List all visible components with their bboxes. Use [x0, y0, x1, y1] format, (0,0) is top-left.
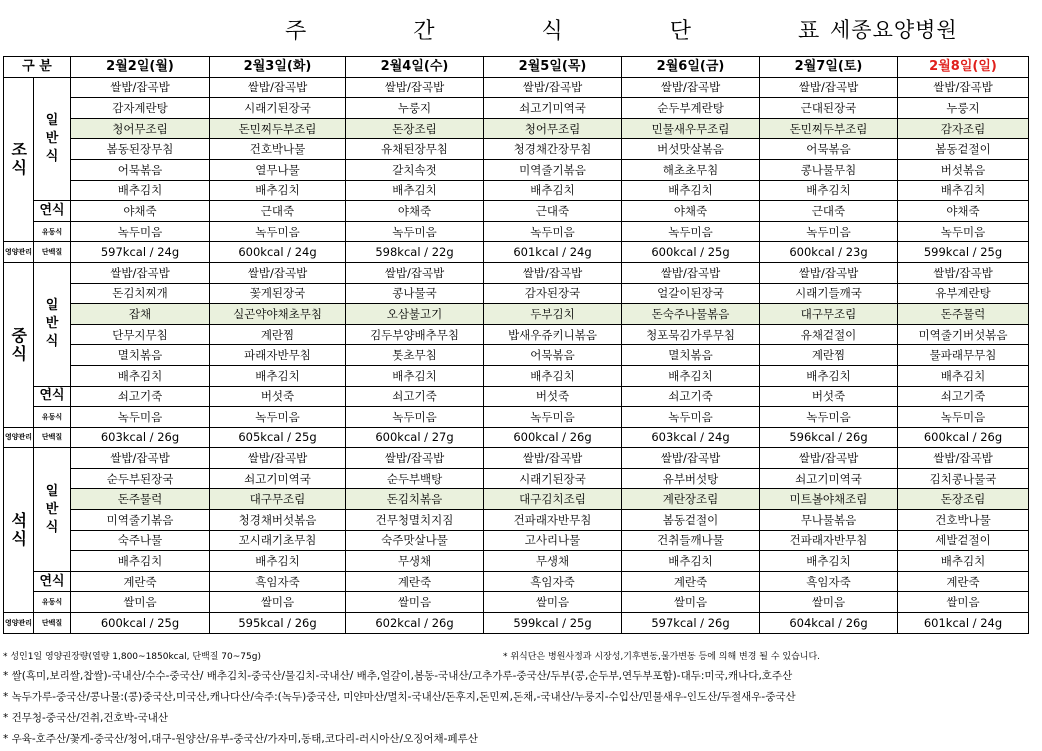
menu-item: 유채겉절이	[760, 324, 898, 345]
menu-item: 흑임자죽	[210, 571, 346, 592]
menu-item: 근대죽	[760, 201, 898, 222]
soft-diet-label: 연식	[34, 571, 71, 592]
calorie-value: 599kcal / 25g	[484, 613, 622, 634]
lunch-general-row	[4, 262, 1029, 283]
menu-item: 순두부백탕	[346, 468, 484, 489]
menu-item: 배추김치	[210, 180, 346, 201]
menu-item: 실곤약야채초무침	[210, 304, 346, 325]
menu-item: 쌀밥/잡곡밥	[622, 448, 760, 469]
dinner-general-row	[4, 489, 1029, 510]
menu-item: 건취들깨나물	[622, 530, 760, 551]
menu-item: 녹두미음	[484, 407, 622, 428]
menu-item: 잡채	[71, 304, 210, 325]
menu-item: 콩나물국	[346, 283, 484, 304]
menu-item: 버섯죽	[484, 386, 622, 407]
menu-item: 근대된장국	[760, 98, 898, 119]
header-row	[4, 57, 1029, 78]
menu-item: 돈민찌두부조림	[760, 118, 898, 139]
origin-note-3: * 건무청-중국산/건취,건호박-국내산	[3, 712, 169, 724]
menu-item: 쌀밥/잡곡밥	[622, 262, 760, 283]
menu-item: 배추김치	[898, 180, 1029, 201]
menu-item: 청어무조림	[484, 118, 622, 139]
calorie-value: 599kcal / 25g	[898, 242, 1029, 263]
menu-item: 쌀밥/잡곡밥	[484, 448, 622, 469]
menu-item: 계란장조림	[622, 489, 760, 510]
hospital-name: 세종요양병원	[830, 18, 958, 42]
lunch-liquid-row	[4, 407, 1029, 428]
menu-item: 녹두미음	[210, 407, 346, 428]
menu-item: 멸치볶음	[622, 345, 760, 366]
nutrition-label-b: 단백질	[34, 427, 71, 448]
nutrition-label-a: 영양관리	[4, 613, 34, 634]
menu-item: 녹두미음	[210, 221, 346, 242]
dinner-general-row	[4, 551, 1029, 572]
menu-item: 쌀미음	[898, 592, 1029, 613]
menu-item: 배추김치	[210, 551, 346, 572]
breakfast-soft-row	[4, 201, 1029, 222]
calorie-value: 600kcal / 25g	[622, 242, 760, 263]
day-header: 2월3일(화)	[210, 57, 346, 78]
menu-item: 돈민찌두부조림	[210, 118, 346, 139]
menu-item: 녹두미음	[760, 221, 898, 242]
menu-item: 쇠고기미역국	[210, 468, 346, 489]
menu-item: 쇠고기죽	[898, 386, 1029, 407]
menu-item: 쌀밥/잡곡밥	[760, 262, 898, 283]
lunch-label	[4, 262, 34, 427]
calorie-value: 603kcal / 26g	[71, 427, 210, 448]
menu-item: 건호박나물	[210, 139, 346, 160]
breakfast-liquid-row	[4, 221, 1029, 242]
calorie-value: 604kcal / 26g	[760, 613, 898, 634]
menu-item: 배추김치	[622, 180, 760, 201]
menu-item: 쌀밥/잡곡밥	[898, 448, 1029, 469]
menu-item: 감자된장국	[484, 283, 622, 304]
menu-item: 유부계란탕	[898, 283, 1029, 304]
lunch-general-row	[4, 304, 1029, 325]
calorie-value: 601kcal / 24g	[484, 242, 622, 263]
menu-item: 녹두미음	[622, 407, 760, 428]
liquid-diet-label: 유동식	[34, 407, 71, 428]
menu-item: 근대죽	[484, 201, 622, 222]
general-diet-text: 일반식	[45, 483, 59, 535]
day-header: 2월7일(토)	[760, 57, 898, 78]
general-diet-text: 일반식	[45, 298, 59, 350]
calorie-value: 598kcal / 22g	[346, 242, 484, 263]
calorie-value: 597kcal / 24g	[71, 242, 210, 263]
menu-item: 쌀미음	[210, 592, 346, 613]
menu-item: 쌀밥/잡곡밥	[346, 448, 484, 469]
menu-item: 배추김치	[346, 180, 484, 201]
menu-item: 쌀미음	[484, 592, 622, 613]
day-header: 2월5일(목)	[484, 57, 622, 78]
menu-item: 청경채간장무침	[484, 139, 622, 160]
menu-item: 야채죽	[898, 201, 1029, 222]
menu-item: 쌀미음	[622, 592, 760, 613]
lunch-general-row	[4, 324, 1029, 345]
menu-item: 돈장조림	[346, 118, 484, 139]
general-diet-label	[34, 262, 71, 386]
menu-item: 돈주물럭	[898, 304, 1029, 325]
menu-item: 대구무조림	[210, 489, 346, 510]
menu-item: 김치콩나물국	[898, 468, 1029, 489]
menu-item: 쇠고기죽	[71, 386, 210, 407]
menu-item: 무나물볶음	[760, 510, 898, 531]
menu-item: 돈김치찌개	[71, 283, 210, 304]
menu-item: 시래기된장국	[210, 98, 346, 119]
change-note: * 위식단은 병원사정과 시장성,기후변동,물가변동 등에 의해 변경 될 수 있습니다.	[503, 652, 821, 662]
menu-item: 녹두미음	[484, 221, 622, 242]
menu-item: 쌀밥/잡곡밥	[71, 77, 210, 98]
menu-item: 숙주맛살나물	[346, 530, 484, 551]
menu-item: 순두부계란탕	[622, 98, 760, 119]
menu-item: 두부김치	[484, 304, 622, 325]
origin-note-4: * 우육-호주산/꽃게-중국산/청어,대구-원양산/유부-중국산/가자미,동태,코다리-러시아산/오징어채-페루산	[3, 733, 478, 745]
menu-item: 대구김치조림	[484, 489, 622, 510]
breakfast-general-row	[4, 77, 1029, 98]
menu-item: 버섯맛살볶음	[622, 139, 760, 160]
menu-item: 꽃게된장국	[210, 283, 346, 304]
day-header: 2월2일(월)	[71, 57, 210, 78]
menu-item: 민물새우무조림	[622, 118, 760, 139]
menu-item: 녹두미음	[898, 221, 1029, 242]
menu-item: 파래자반무침	[210, 345, 346, 366]
menu-item: 어묵볶음	[760, 139, 898, 160]
menu-item: 쇠고기미역국	[484, 98, 622, 119]
menu-item: 쇠고기죽	[622, 386, 760, 407]
breakfast-nutrition-row	[4, 242, 1029, 263]
lunch-nutrition-row	[4, 427, 1029, 448]
menu-item: 쌀밥/잡곡밥	[898, 77, 1029, 98]
menu-item: 쌀미음	[760, 592, 898, 613]
menu-item: 숙주나물	[71, 530, 210, 551]
menu-item: 쌀밥/잡곡밥	[210, 262, 346, 283]
header-label: 구 분	[4, 57, 71, 78]
soft-diet-label: 연식	[34, 201, 71, 222]
menu-item: 건파래자반무침	[760, 530, 898, 551]
breakfast-label-text: 조식	[11, 140, 27, 178]
calorie-value: 602kcal / 26g	[346, 613, 484, 634]
menu-item: 미역줄기볶음	[71, 510, 210, 531]
menu-item: 어묵볶음	[484, 345, 622, 366]
menu-item: 김두부양배추무침	[346, 324, 484, 345]
lunch-label-text: 중식	[11, 325, 27, 363]
dinner-general-row	[4, 510, 1029, 531]
menu-item: 누룽지	[898, 98, 1029, 119]
menu-item: 고사리나물	[484, 530, 622, 551]
menu-item: 계란찜	[760, 345, 898, 366]
menu-item: 얼갈이된장국	[622, 283, 760, 304]
lunch-general-row	[4, 283, 1029, 304]
breakfast-general-row	[4, 180, 1029, 201]
menu-item: 계란죽	[71, 571, 210, 592]
menu-item: 유채된장무침	[346, 139, 484, 160]
menu-item: 갈치속젓	[346, 159, 484, 180]
menu-item: 배추김치	[760, 551, 898, 572]
calorie-value: 600kcal / 23g	[760, 242, 898, 263]
general-diet-label	[34, 448, 71, 572]
menu-item: 누룽지	[346, 98, 484, 119]
calorie-value: 600kcal / 25g	[71, 613, 210, 634]
calorie-value: 603kcal / 24g	[622, 427, 760, 448]
day-header: 2월8일(일)	[898, 57, 1029, 78]
menu-item: 녹두미음	[898, 407, 1029, 428]
menu-item: 버섯죽	[210, 386, 346, 407]
menu-item: 감자조림	[898, 118, 1029, 139]
nutrition-label-a: 영양관리	[4, 242, 34, 263]
calorie-value: 600kcal / 26g	[898, 427, 1029, 448]
menu-item: 계란죽	[346, 571, 484, 592]
menu-item: 돈김치볶음	[346, 489, 484, 510]
calorie-value: 597kcal / 26g	[622, 613, 760, 634]
menu-item: 쌀밥/잡곡밥	[346, 262, 484, 283]
menu-item: 계란찜	[210, 324, 346, 345]
breakfast-general-row	[4, 159, 1029, 180]
menu-item: 건파래자반무침	[484, 510, 622, 531]
menu-item: 물파래무무침	[898, 345, 1029, 366]
menu-item: 건무청멸치지짐	[346, 510, 484, 531]
calorie-value: 600kcal / 24g	[210, 242, 346, 263]
dinner-label	[4, 448, 34, 613]
menu-item: 시래기들깨국	[760, 283, 898, 304]
menu-item: 청포묵김가루무침	[622, 324, 760, 345]
breakfast-general-row	[4, 98, 1029, 119]
notes-section	[3, 648, 1008, 750]
lunch-soft-row	[4, 386, 1029, 407]
soft-diet-label: 연식	[34, 386, 71, 407]
breakfast-general-row	[4, 118, 1029, 139]
menu-item: 청어무조림	[71, 118, 210, 139]
liquid-diet-label: 유동식	[34, 592, 71, 613]
title-bar	[0, 0, 1042, 56]
dinner-general-row	[4, 468, 1029, 489]
menu-item: 쇠고기죽	[346, 386, 484, 407]
menu-item: 흑임자죽	[760, 571, 898, 592]
menu-item: 근대죽	[210, 201, 346, 222]
page-title: 주 간 식 단 표	[285, 19, 870, 44]
menu-item: 유부버섯탕	[622, 468, 760, 489]
lunch-general-row	[4, 345, 1029, 366]
menu-item: 계란죽	[898, 571, 1029, 592]
menu-item: 미트볼야채조림	[760, 489, 898, 510]
menu-item: 배추김치	[898, 551, 1029, 572]
menu-item: 배추김치	[760, 365, 898, 386]
day-header: 2월6일(금)	[622, 57, 760, 78]
menu-item: 야채죽	[346, 201, 484, 222]
menu-item: 멸치볶음	[71, 345, 210, 366]
menu-item: 쌀미음	[71, 592, 210, 613]
menu-item: 시래기된장국	[484, 468, 622, 489]
menu-item: 돈숙주나물볶음	[622, 304, 760, 325]
calorie-value: 605kcal / 25g	[210, 427, 346, 448]
menu-item: 녹두미음	[346, 407, 484, 428]
menu-item: 흑임자죽	[484, 571, 622, 592]
menu-item: 감자계란탕	[71, 98, 210, 119]
menu-item: 봄동겉절이	[898, 139, 1029, 160]
calorie-value: 596kcal / 26g	[760, 427, 898, 448]
menu-item: 오삼불고기	[346, 304, 484, 325]
origin-note-1: * 쌀(흑미,보리쌀,찹쌀)-국내산/수수-중국산/ 배추김치-중국산/물김치-국내산/ 배추,얼갈이,봄동-국내산/고추가루-중국산/두부(콩,순두부,연두부포함)-대두:미국,캐나다,호주산	[3, 670, 793, 682]
dinner-nutrition-row	[4, 613, 1029, 634]
origin-note-2: * 녹두가루-중국산/콩나물:(콩)중국산,미국산,캐나다산/숙주:(녹두)중국산, 미얀마산/멸치-국내산/돈후지,돈민찌,돈채,-국내산/누룽지-수입산/민물새우-인도산/두절새우-중국산	[3, 691, 796, 703]
menu-item: 버섯볶음	[898, 159, 1029, 180]
menu-item: 배추김치	[71, 551, 210, 572]
dinner-general-row	[4, 530, 1029, 551]
notes-row-1	[3, 648, 1008, 666]
menu-item: 버섯죽	[760, 386, 898, 407]
calorie-value: 600kcal / 27g	[346, 427, 484, 448]
menu-item: 미역줄기버섯볶음	[898, 324, 1029, 345]
menu-item: 쌀미음	[346, 592, 484, 613]
menu-item: 배추김치	[71, 365, 210, 386]
menu-item: 무생채	[346, 551, 484, 572]
menu-item: 쌀밥/잡곡밥	[210, 77, 346, 98]
menu-item: 대구무조림	[760, 304, 898, 325]
weekly-menu-table	[3, 56, 1029, 634]
menu-item: 쇠고기미역국	[760, 468, 898, 489]
menu-item: 톳초무침	[346, 345, 484, 366]
menu-item: 쌀밥/잡곡밥	[760, 77, 898, 98]
menu-item: 순두부된장국	[71, 468, 210, 489]
menu-item: 쌀밥/잡곡밥	[210, 448, 346, 469]
dinner-soft-row	[4, 571, 1029, 592]
nutrition-label-a: 영양관리	[4, 427, 34, 448]
menu-item: 돈장조림	[898, 489, 1029, 510]
general-diet-label	[34, 77, 71, 201]
day-header: 2월4일(수)	[346, 57, 484, 78]
menu-item: 야채죽	[71, 201, 210, 222]
menu-item: 건호박나물	[898, 510, 1029, 531]
menu-item: 쌀밥/잡곡밥	[622, 77, 760, 98]
menu-item: 단무지무침	[71, 324, 210, 345]
calorie-value: 600kcal / 26g	[484, 427, 622, 448]
menu-item: 해초초무침	[622, 159, 760, 180]
menu-item: 청경채버섯볶음	[210, 510, 346, 531]
menu-item: 녹두미음	[622, 221, 760, 242]
nutrition-label-b: 단백질	[34, 242, 71, 263]
calorie-value: 595kcal / 26g	[210, 613, 346, 634]
general-diet-text: 일반식	[45, 112, 59, 164]
nutrition-label-b: 단백질	[34, 613, 71, 634]
menu-item: 봄동된장무침	[71, 139, 210, 160]
menu-item: 배추김치	[484, 365, 622, 386]
menu-item: 콩나물무침	[760, 159, 898, 180]
menu-item: 돈주물럭	[71, 489, 210, 510]
menu-item: 무생채	[484, 551, 622, 572]
menu-item: 미역줄기볶음	[484, 159, 622, 180]
menu-item: 녹두미음	[760, 407, 898, 428]
menu-item: 배추김치	[622, 551, 760, 572]
menu-item: 쌀밥/잡곡밥	[898, 262, 1029, 283]
breakfast-label	[4, 77, 34, 242]
menu-item: 쌀밥/잡곡밥	[71, 448, 210, 469]
menu-item: 계란죽	[622, 571, 760, 592]
menu-item: 쌀밥/잡곡밥	[346, 77, 484, 98]
menu-item: 봄동겉절이	[622, 510, 760, 531]
dinner-label-text: 석식	[11, 511, 27, 549]
lunch-general-row	[4, 365, 1029, 386]
dinner-general-row	[4, 448, 1029, 469]
menu-item: 쌀밥/잡곡밥	[484, 262, 622, 283]
menu-item: 어묵볶음	[71, 159, 210, 180]
menu-item: 꼬시래기초무침	[210, 530, 346, 551]
menu-item: 배추김치	[760, 180, 898, 201]
menu-item: 세발겉절이	[898, 530, 1029, 551]
menu-item: 배추김치	[484, 180, 622, 201]
menu-item: 배추김치	[622, 365, 760, 386]
menu-item: 쌀밥/잡곡밥	[71, 262, 210, 283]
menu-item: 배추김치	[71, 180, 210, 201]
menu-item: 배추김치	[210, 365, 346, 386]
menu-item: 밥새우쥬키니볶음	[484, 324, 622, 345]
menu-item: 배추김치	[346, 365, 484, 386]
nutrition-note: * 성인1일 영양권장량(열량 1,800~1850kcal, 단백질 70~75g)	[3, 652, 261, 662]
menu-item: 쌀밥/잡곡밥	[760, 448, 898, 469]
liquid-diet-label: 유동식	[34, 221, 71, 242]
dinner-liquid-row	[4, 592, 1029, 613]
breakfast-general-row	[4, 139, 1029, 160]
menu-item: 녹두미음	[346, 221, 484, 242]
menu-item: 녹두미음	[71, 407, 210, 428]
calorie-value: 601kcal / 24g	[898, 613, 1029, 634]
menu-item: 쌀밥/잡곡밥	[484, 77, 622, 98]
menu-item: 녹두미음	[71, 221, 210, 242]
menu-item: 열무나물	[210, 159, 346, 180]
menu-item: 야채죽	[622, 201, 760, 222]
menu-item: 배추김치	[898, 365, 1029, 386]
